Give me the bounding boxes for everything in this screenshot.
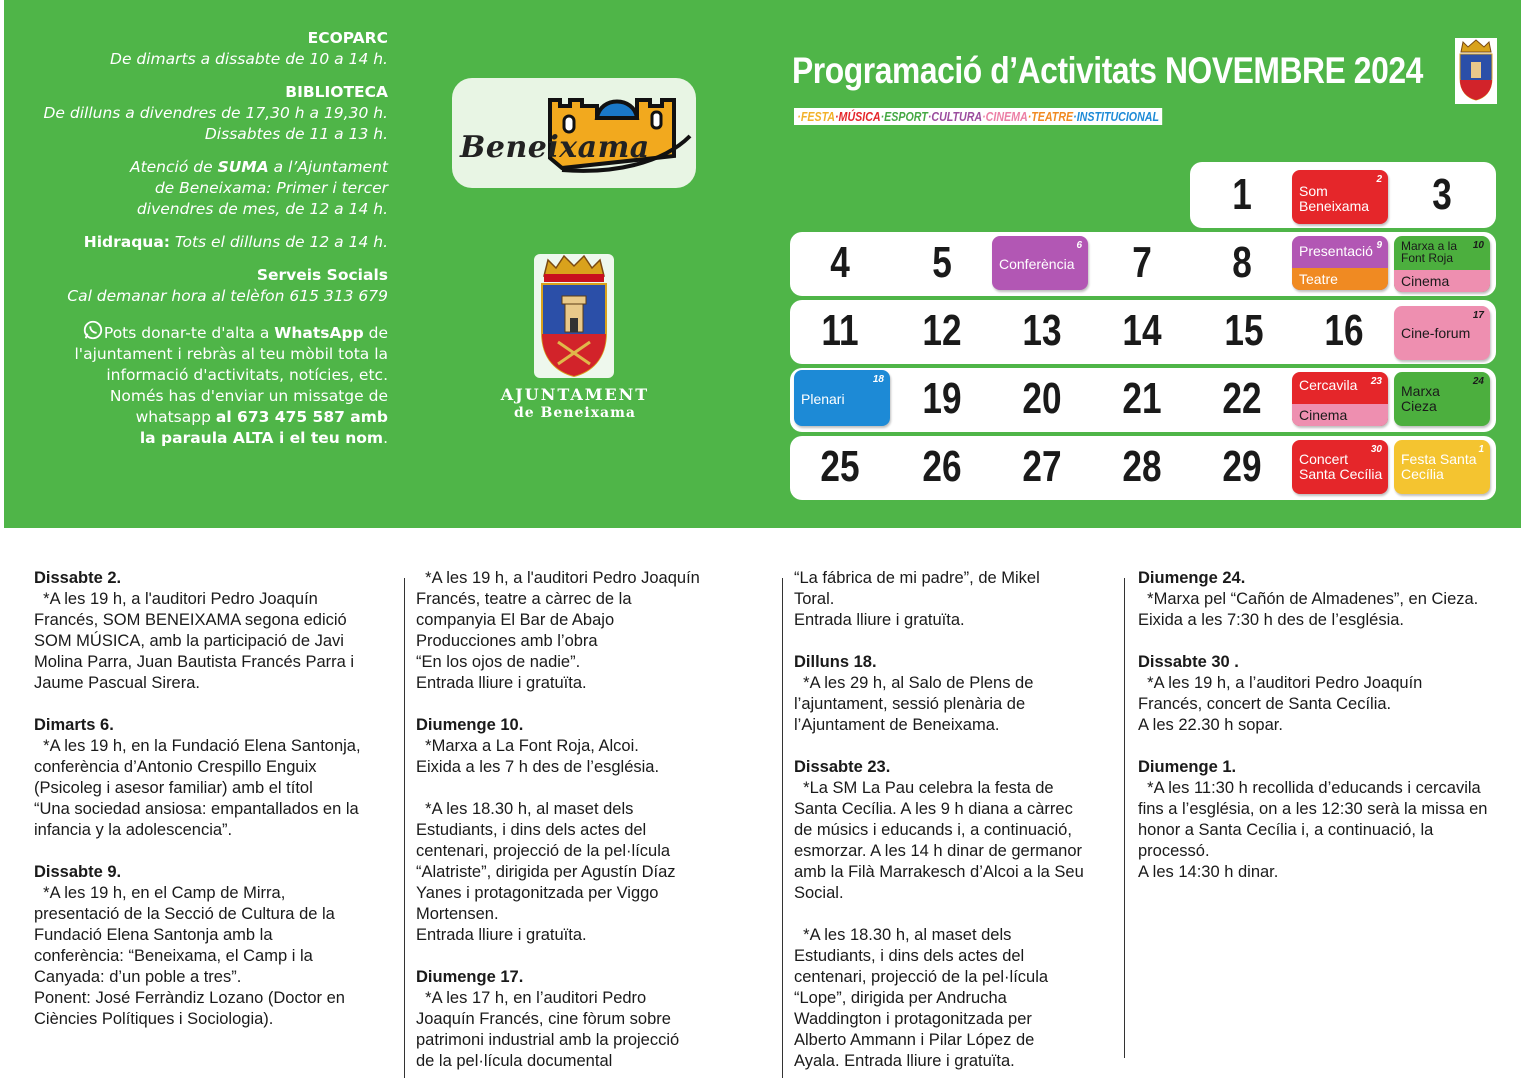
event-description-line: “Alatriste”, dirigida per Agustín Díaz [416,863,676,881]
event-description-line: Jaume Pascual Sirera. [34,674,200,692]
paragraph-spacer [794,736,1114,757]
event-day: 6 [1076,240,1082,251]
event-description-line: infancia y la adolescencia”. [34,821,233,839]
event-description-line: “En los ojos de nadie”. [416,653,581,671]
event-subtitle: Cinema [1401,273,1450,289]
event-title: Plenari [801,391,845,407]
category-separator: · [797,109,801,124]
category-institucional: INSTITUCIONAL [1076,109,1160,124]
category-separator: · [1073,109,1077,124]
ecoparc-title: ECOPARC [307,29,388,47]
category-teatre: TEATRE [1031,109,1074,124]
paragraph-spacer [416,946,746,967]
day-number: 16 [1324,306,1364,355]
day-number: 8 [1232,238,1252,287]
event-description-line: Social. [794,884,844,902]
event-day: 30 [1370,444,1382,455]
event-description-line: “La fábrica de mi padre”, de Mikel [794,569,1040,587]
event-subtitle: Cinema [1299,407,1348,423]
paragraph-spacer [794,904,1114,925]
event-description-line: *A les 19 h, a l’auditori Pedro Joaquín [1138,674,1423,692]
event-description-line: Mortensen. [416,905,499,923]
event-date-heading: Dissabte 2. [34,569,122,587]
paragraph-spacer [1138,631,1516,652]
event-date-heading: Diumenge 10. [416,716,524,734]
day-number: 28 [1122,442,1162,491]
event-cine-forum[interactable] [1394,306,1490,360]
suma-line-1: Atenció de SUMA a l’Ajuntament [129,158,388,176]
event-description-line: Fundació Elena Santonja amb la [34,926,273,944]
event-date-heading: Dilluns 18. [794,653,877,671]
event-description-line: Alberto Ammann i Pilar López de [794,1031,1035,1049]
event-description-line: *A les 18.30 h, al maset dels [794,926,1012,944]
event-title: Presentació [1299,243,1373,259]
category-separator: · [927,109,932,124]
event-title: Cine-forum [1401,325,1471,341]
event-description-line: Producciones amb l’obra [416,632,598,650]
suma-line-3: divendres de mes, de 12 a 14 h. [136,200,388,218]
event-date-heading: Dissabte 30 . [1138,653,1239,671]
day-number: 25 [820,442,860,491]
event-description-line: de la pel·lícula documental [416,1052,613,1070]
day-number: 7 [1132,238,1152,287]
event-description-line: *A les 19 h, en el Camp de Mirra, [34,884,286,902]
event-presentacio[interactable] [1292,236,1388,290]
event-description-line: “Lope”, dirigida per Andrucha [794,989,1007,1007]
event-title: Concert Santa Cecília [1299,451,1383,482]
category-cultura: CULTURA [931,109,983,124]
whatsapp-line-5: whatsapp al 673 475 587 amb [135,408,388,426]
event-description-line: *La SM La Pau celebra la festa de [794,779,1054,797]
event-description-line: Estudiants, i dins dels actes del [794,947,1025,965]
day-number: 29 [1222,442,1262,491]
event-description-line: Estudiants, i dins dels actes del [416,821,647,839]
ajuntament-line-1: AJUNTAMENT [500,385,650,404]
event-description-line: honor a Santa Cecília i, a continuació, la [1138,821,1434,839]
event-description-line: *A les 29 h, al Salo de Plens de [794,674,1034,692]
event-description-line: Eixida a les 7 h des de l’església. [416,758,660,776]
biblioteca-hours-saturday: Dissabtes de 11 a 13 h. [204,125,388,143]
event-description-line: SOM MÚSICA, amb la participació de Javi [34,632,344,650]
day-number: 20 [1022,374,1062,423]
hidraqua-line: Hidraqua: Tots el dilluns de 12 a 14 h. [83,233,388,251]
event-description-line: *A les 17 h, en l’auditori Pedro [416,989,647,1007]
column-divider [404,578,405,1078]
event-description-line: Canyada: d’un poble a tres”. [34,968,242,986]
paragraph-spacer [416,694,746,715]
small-coat-of-arms-icon [1455,38,1497,104]
category-separator: · [835,109,839,124]
event-festa-santa-cecilia[interactable] [1394,440,1490,494]
text-column-3 [794,568,1114,1072]
ajuntament-name [470,386,680,422]
biblioteca-title: BIBLIOTECA [285,83,388,101]
event-description-line: *A les 11:30 h recollida d’educands i cercavila [1138,779,1481,797]
suma-line-2: de Beneixama: Primer i tercer [154,179,388,197]
category-separator: · [982,109,986,124]
event-date-heading: Dimarts 6. [34,716,114,734]
coat-of-arms-icon [532,252,616,380]
event-date-heading: Diumenge 24. [1138,569,1246,587]
day-number: 26 [922,442,962,491]
event-day: 1 [1478,444,1484,455]
event-description-line: presentació de la Secció de Cultura de la [34,905,335,923]
event-description-line: Santa Cecília. A les 9 h diana a càrrec [794,800,1073,818]
event-description-line: centenari, projecció de la pel·lícula [416,842,671,860]
event-description-line: centenari, projecció de la pel·lícula [794,968,1049,986]
event-description-line: Yanes i protagonitzada per Viggo [416,884,659,902]
event-description-line: processó. [1138,842,1210,860]
category-festa: FESTA [800,109,835,124]
event-description-line: conferència: “Beneixama, el Camp i la [34,947,313,965]
event-description-line: Ciències Polítiques i Sociologia). [34,1010,274,1028]
event-title: Festa Santa Cecília [1401,451,1477,482]
text-column-1 [34,568,390,1030]
day-number: 22 [1222,374,1262,423]
event-title: Marxa a la Font Roja [1401,239,1458,265]
event-description-line: Ponent: José Ferràndiz Lozano (Doctor en [34,989,345,1007]
event-description-line: *A les 19 h, a l'auditori Pedro Joaquín [34,590,318,608]
event-description-line: esmorzar. A les 14 h dinar de germanor [794,842,1082,860]
event-date-heading: Dissabte 23. [794,758,891,776]
info-panel [30,28,388,449]
event-day: 2 [1376,174,1382,185]
day-number: 4 [830,238,850,287]
event-day: 18 [872,374,884,385]
text-column-2 [416,568,746,1072]
event-plenari[interactable] [794,370,890,426]
event-title: Conferència [999,256,1075,272]
event-som-beneixama[interactable] [1292,170,1388,224]
event-description-line: Waddington i protagonitzada per [794,1010,1032,1028]
ecoparc-hours: De dimarts a dissabte de 10 a 14 h. [110,50,388,68]
event-description-line: l’ajuntament, sessió plenària de [794,695,1026,713]
event-day: 10 [1472,240,1484,251]
category-música: MÚSICA [838,109,881,124]
serveis-text: Cal demanar hora al telèfon 615 313 679 [67,287,388,305]
beneixama-logo [452,78,696,188]
event-description-line: Eixida a les 7:30 h des de l’església. [1138,611,1404,629]
page-title: Programació d’Activitats NOVEMBRE 2024 [792,50,1423,91]
event-description-line: (Psicoleg i asesor familiar) amb el títol [34,779,313,797]
paragraph-spacer [794,631,1114,652]
day-number: 14 [1122,306,1162,355]
event-day: 24 [1472,376,1484,387]
event-cercavila[interactable] [1292,372,1388,426]
event-description-line: Francés, teatre a càrrec de la [416,590,632,608]
paragraph-spacer [34,841,390,862]
day-number: 13 [1022,306,1062,355]
event-description-line: Francés, concert de Santa Cecília. [1138,695,1392,713]
category-cinema: CINEMA [985,109,1028,124]
event-description-line: companyia El Bar de Abajo [416,611,615,629]
paragraph-spacer [1138,736,1516,757]
event-title: Cercavila [1299,377,1358,393]
event-date-heading: Diumenge 17. [416,968,524,986]
whatsapp-line-1: Pots donar-te d'alta a WhatsApp de [30,319,388,344]
event-date-heading: Dissabte 9. [34,863,122,881]
event-description-line: *Marxa a La Font Roja, Alcoi. [416,737,639,755]
event-description-line: conferència d’Antonio Crespillo Enguix [34,758,317,776]
serveis-title: Serveis Socials [256,266,388,284]
category-separator: · [880,109,885,124]
whatsapp-line-6: la paraula ALTA i el teu nom. [139,429,388,447]
paragraph-spacer [416,778,746,799]
whatsapp-line-2: l'ajuntament i rebràs al teu mòbil tota la [74,345,388,363]
event-description-line: amb la Filà Marrakesch d’Alcoi a la Seu [794,863,1084,881]
whatsapp-icon [82,319,104,341]
category-esport: ESPORT [884,109,928,124]
event-description-line: A les 14:30 h dinar. [1138,863,1279,881]
day-number: 19 [922,374,962,423]
event-title: Som Beneixama [1299,183,1370,214]
category-separator: · [1027,109,1032,124]
event-conferencia[interactable] [992,236,1088,290]
event-description-line: Entrada lliure i gratuïta. [416,926,587,944]
event-title: Marxa Cieza [1401,383,1440,414]
event-marxa-cieza[interactable] [1394,372,1490,426]
event-description-line: A les 22.30 h sopar. [1138,716,1283,734]
event-description-line: de músics i educands i, a continuació, [794,821,1072,839]
event-day: 23 [1370,376,1382,387]
event-description-line: *Marxa pel “Cañón de Almadenes”, en Cieza. [1138,590,1479,608]
paragraph-spacer [34,694,390,715]
whatsapp-line-4: Només has d'enviar un missatge de [109,387,388,405]
event-description-line: Joaquín Francés, cine fòrum sobre [416,1010,671,1028]
event-description-line: Molina Parra, Juan Bautista Francés Parra i [34,653,355,671]
event-description-line: *A les 19 h, a l'auditori Pedro Joaquín [416,569,700,587]
event-description-line: *A les 19 h, en la Fundació Elena Santonja, [34,737,361,755]
day-number: 5 [932,238,952,287]
event-subtitle: Teatre [1299,271,1338,287]
event-concert-santa-cecilia[interactable] [1292,440,1388,494]
event-day: 17 [1472,310,1484,321]
event-day: 9 [1376,240,1382,251]
event-description-line: Francés, SOM BENEIXAMA segona edició [34,611,347,629]
event-description-line: *A les 18.30 h, al maset dels [416,800,634,818]
event-description-line: Ayala. Entrada lliure i gratuïta. [794,1052,1015,1070]
event-marxa-font-roja[interactable] [1394,236,1490,292]
event-description-line: Entrada lliure i gratuïta. [416,674,587,692]
event-description-line: patrimoni industrial amb la projecció [416,1031,680,1049]
logo-wordmark: Beneixama [460,130,650,165]
day-number: 1 [1232,170,1252,219]
column-divider [782,578,783,1078]
ajuntament-line-2: de Beneixama [513,405,637,421]
event-description-line: Entrada lliure i gratuïta. [794,611,965,629]
day-number: 15 [1224,306,1264,355]
event-description-line: Toral. [794,590,835,608]
day-number: 21 [1122,374,1162,423]
event-description-line: fins a l’església, on a les 12:30 serà la missa en [1138,800,1488,818]
column-divider [1124,578,1125,1058]
event-date-heading: Diumenge 1. [1138,758,1237,776]
day-number: 12 [922,306,962,355]
event-description-line: l’Ajuntament de Beneixama. [794,716,1000,734]
whatsapp-line-3: informació d'activitats, notícies, etc. [106,366,388,384]
biblioteca-hours-weekdays: De dilluns a divendres de 17,30 h a 19,30 h. [43,104,388,122]
text-column-4 [1138,568,1516,883]
category-legend [794,108,1162,125]
day-number: 3 [1432,170,1452,219]
event-description-line: “Una sociedad ansiosa: empantallados en la [34,800,359,818]
day-number: 11 [821,306,859,355]
day-number: 27 [1022,442,1062,491]
